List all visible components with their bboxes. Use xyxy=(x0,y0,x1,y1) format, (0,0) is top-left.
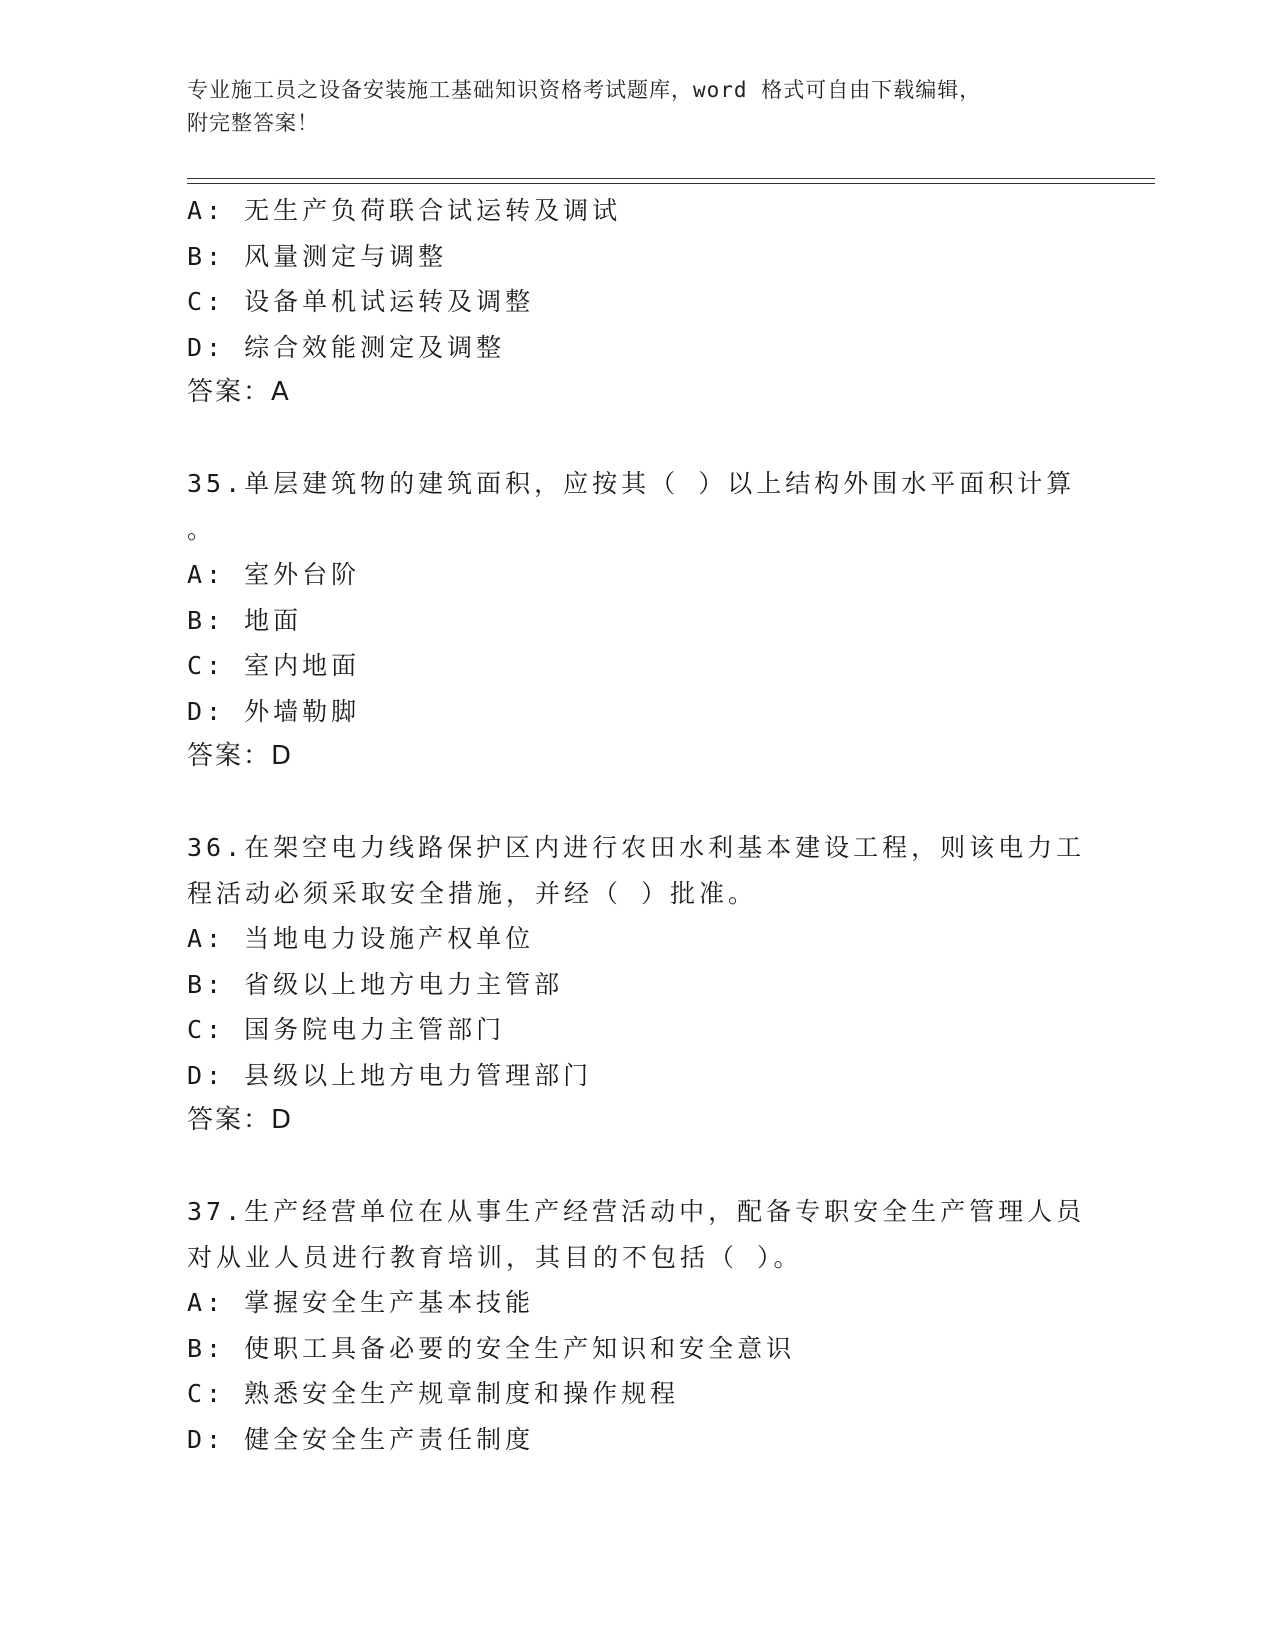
header-rule-top xyxy=(187,178,1155,179)
question-37 xyxy=(187,1189,1087,1462)
option-a: A: 掌握安全生产基本技能 xyxy=(187,1288,535,1317)
option-c: C: 国务院电力主管部门 xyxy=(187,1015,506,1044)
spacer xyxy=(187,1144,1087,1190)
question-text-line-2: 对从业人员进行教育培训，其目的不包括（ ）。 xyxy=(187,1242,803,1272)
option-c: C: 熟悉安全生产规章制度和操作规程 xyxy=(187,1379,680,1408)
option-d: D: 县级以上地方电力管理部门 xyxy=(187,1060,593,1090)
option-a: A: 无生产负荷联合试运转及调试 xyxy=(187,196,622,225)
spacer xyxy=(187,416,1087,462)
option-b: B: 地面 xyxy=(187,605,303,635)
header-line-2: 附完整答案！ xyxy=(187,111,319,135)
document-header xyxy=(187,74,1067,140)
option-b: B: 省级以上地方电力主管部 xyxy=(187,969,564,999)
header-rule-bottom xyxy=(187,183,1155,184)
answer: 答案：D xyxy=(187,741,294,771)
option-d: D: 综合效能测定及调整 xyxy=(187,332,506,362)
question-34 xyxy=(187,188,1087,416)
question-35 xyxy=(187,461,1087,780)
question-36 xyxy=(187,825,1087,1144)
header-line-1: 专业施工员之设备安装施工基础知识资格考试题库，word 格式可自由下载编辑， xyxy=(187,78,982,102)
question-text-line-2: 程活动必须采取安全措施，并经（ ）批准。 xyxy=(187,878,758,908)
option-a: A: 当地电力设施产权单位 xyxy=(187,924,535,953)
question-text-line-1: 37.生产经营单位在从事生产经营活动中，配备专职安全生产管理人员 xyxy=(187,1197,1086,1226)
option-c: C: 室内地面 xyxy=(187,651,361,680)
answer: 答案：A xyxy=(187,377,291,407)
option-a: A: 室外台阶 xyxy=(187,560,361,589)
question-text-line-1: 35.单层建筑物的建筑面积，应按其（ ）以上结构外围水平面积计算 xyxy=(187,469,1076,498)
question-content xyxy=(187,188,1087,1462)
option-b: B: 使职工具备必要的安全生产知识和安全意识 xyxy=(187,1333,796,1363)
answer: 答案：D xyxy=(187,1105,294,1135)
question-text-line-1: 36.在架空电力线路保护区内进行农田水利基本建设工程，则该电力工 xyxy=(187,833,1086,862)
option-d: D: 外墙勒脚 xyxy=(187,696,361,726)
spacer xyxy=(187,780,1087,826)
option-c: C: 设备单机试运转及调整 xyxy=(187,287,535,316)
question-text-line-2: 。 xyxy=(187,514,217,544)
option-b: B: 风量测定与调整 xyxy=(187,241,448,271)
option-d: D: 健全安全生产责任制度 xyxy=(187,1424,535,1454)
